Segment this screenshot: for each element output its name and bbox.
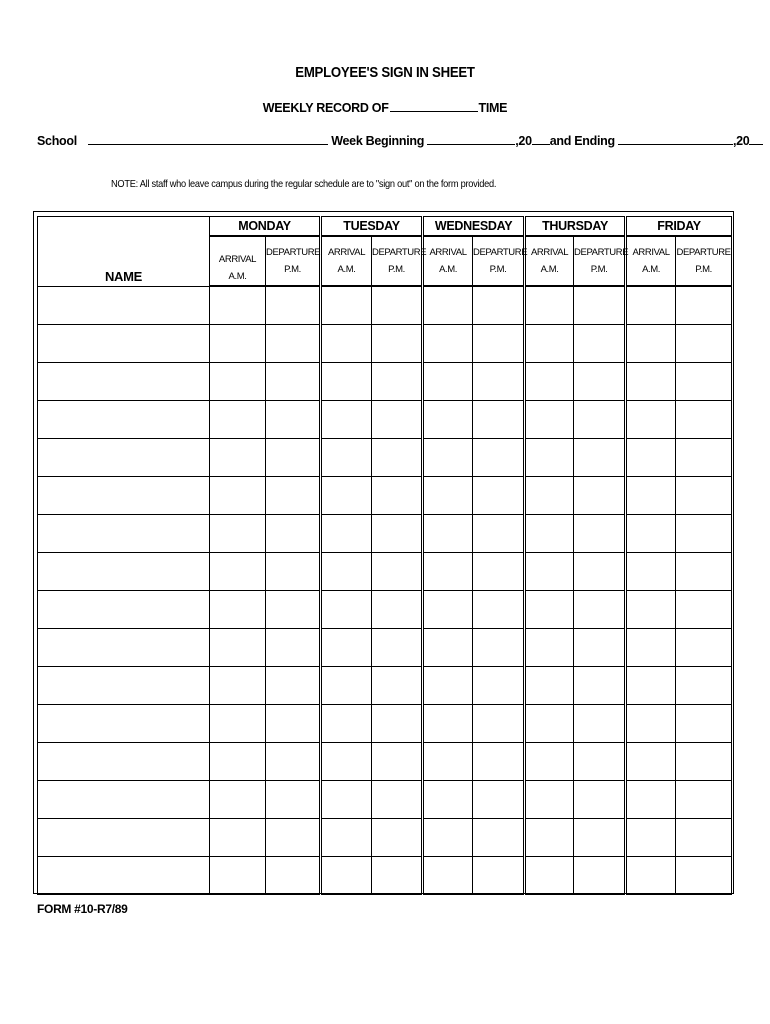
monday-arrival-cell[interactable] xyxy=(210,667,266,705)
wednesday-arrival-header: ARRIVAL A.M. xyxy=(423,236,473,286)
friday-arrival-cell[interactable] xyxy=(626,857,676,895)
friday-arrival-cell[interactable] xyxy=(626,477,676,515)
school-week-line xyxy=(37,133,750,148)
monday-arrival-cell[interactable] xyxy=(210,781,266,819)
thursday-arrival-cell[interactable] xyxy=(525,743,574,781)
note-text: NOTE: All staff who leave campus during the regular schedule are to "sign out" on the form provided. xyxy=(111,178,497,190)
friday-departure-cell[interactable] xyxy=(676,325,732,363)
tuesday-arrival-cell[interactable] xyxy=(321,401,372,439)
friday-departure-header: DEPARTURE P.M. xyxy=(676,236,732,286)
friday-arrival-cell[interactable] xyxy=(626,363,676,401)
wednesday-departure-cell[interactable] xyxy=(473,743,525,781)
wednesday-arrival-cell[interactable] xyxy=(423,477,473,515)
thursday-arrival-cell[interactable] xyxy=(525,857,574,895)
friday-departure-cell[interactable] xyxy=(676,401,732,439)
monday-arrival-cell[interactable] xyxy=(210,363,266,401)
monday-arrival-cell[interactable] xyxy=(210,743,266,781)
tuesday-departure-cell[interactable] xyxy=(372,553,423,591)
thursday-departure-cell[interactable] xyxy=(574,286,626,325)
wednesday-departure-cell[interactable] xyxy=(473,363,525,401)
thursday-departure-cell[interactable] xyxy=(574,743,626,781)
wednesday-arrival-cell[interactable] xyxy=(423,781,473,819)
name-cell[interactable] xyxy=(38,819,210,857)
monday-arrival-cell[interactable] xyxy=(210,439,266,477)
friday-arrival-cell[interactable] xyxy=(626,439,676,477)
tuesday-arrival-cell[interactable] xyxy=(321,286,372,325)
monday-arrival-cell[interactable] xyxy=(210,401,266,439)
weekly-record-field[interactable] xyxy=(390,100,478,112)
name-cell[interactable] xyxy=(38,553,210,591)
thursday-arrival-cell[interactable] xyxy=(525,325,574,363)
monday-arrival-cell[interactable] xyxy=(210,553,266,591)
tuesday-arrival-cell[interactable] xyxy=(321,705,372,743)
ending-field[interactable] xyxy=(618,133,733,145)
wednesday-departure-cell[interactable] xyxy=(473,401,525,439)
thursday-departure-cell[interactable] xyxy=(574,667,626,705)
wednesday-arrival-cell[interactable] xyxy=(423,629,473,667)
thursday-arrival-cell[interactable] xyxy=(525,439,574,477)
monday-departure-cell[interactable] xyxy=(266,477,321,515)
tuesday-departure-cell[interactable] xyxy=(372,363,423,401)
tuesday-departure-cell[interactable] xyxy=(372,781,423,819)
week-beginning-field[interactable] xyxy=(427,133,515,145)
friday-arrival-header: ARRIVAL A.M. xyxy=(626,236,676,286)
name-cell[interactable] xyxy=(38,743,210,781)
school-field[interactable] xyxy=(88,133,328,145)
tuesday-departure-cell[interactable] xyxy=(372,439,423,477)
wednesday-departure-cell[interactable] xyxy=(473,515,525,553)
wednesday-arrival-cell[interactable] xyxy=(423,401,473,439)
tuesday-arrival-cell[interactable] xyxy=(321,591,372,629)
friday-departure-cell[interactable] xyxy=(676,591,732,629)
tuesday-departure-cell[interactable] xyxy=(372,477,423,515)
friday-departure-cell[interactable] xyxy=(676,439,732,477)
wednesday-departure-cell[interactable] xyxy=(473,629,525,667)
day-header-monday: MONDAY xyxy=(210,217,321,237)
friday-departure-cell[interactable] xyxy=(676,857,732,895)
thursday-arrival-cell[interactable] xyxy=(525,705,574,743)
thursday-arrival-cell[interactable] xyxy=(525,363,574,401)
table-row xyxy=(38,553,732,591)
tuesday-arrival-cell[interactable] xyxy=(321,477,372,515)
monday-departure-cell[interactable] xyxy=(266,819,321,857)
wednesday-departure-cell[interactable] xyxy=(473,857,525,895)
friday-departure-cell[interactable] xyxy=(676,743,732,781)
wednesday-arrival-cell[interactable] xyxy=(423,515,473,553)
table-row xyxy=(38,401,732,439)
name-cell[interactable] xyxy=(38,705,210,743)
thursday-departure-cell[interactable] xyxy=(574,439,626,477)
thursday-arrival-cell[interactable] xyxy=(525,781,574,819)
monday-departure-cell[interactable] xyxy=(266,781,321,819)
table-row xyxy=(38,477,732,515)
wednesday-arrival-cell[interactable] xyxy=(423,743,473,781)
school-label: School xyxy=(37,134,77,148)
day-header-thursday: THURSDAY xyxy=(525,217,626,237)
tuesday-arrival-cell[interactable] xyxy=(321,439,372,477)
name-cell[interactable] xyxy=(38,629,210,667)
table-row xyxy=(38,515,732,553)
monday-departure-cell[interactable] xyxy=(266,857,321,895)
table-row xyxy=(38,363,732,401)
tuesday-departure-cell[interactable] xyxy=(372,515,423,553)
table-row xyxy=(38,439,732,477)
thursday-arrival-cell[interactable] xyxy=(525,591,574,629)
name-cell[interactable] xyxy=(38,363,210,401)
friday-arrival-cell[interactable] xyxy=(626,286,676,325)
name-cell[interactable] xyxy=(38,591,210,629)
weekly-record-line xyxy=(0,100,770,115)
monday-departure-cell[interactable] xyxy=(266,325,321,363)
thursday-departure-cell[interactable] xyxy=(574,705,626,743)
name-cell[interactable] xyxy=(38,667,210,705)
wednesday-departure-cell[interactable] xyxy=(473,325,525,363)
thursday-departure-cell[interactable] xyxy=(574,363,626,401)
tuesday-arrival-cell[interactable] xyxy=(321,553,372,591)
friday-departure-cell[interactable] xyxy=(676,629,732,667)
friday-arrival-cell[interactable] xyxy=(626,819,676,857)
table-row xyxy=(38,705,732,743)
tuesday-departure-cell[interactable] xyxy=(372,286,423,325)
table-row xyxy=(38,629,732,667)
friday-arrival-cell[interactable] xyxy=(626,743,676,781)
wednesday-departure-cell[interactable] xyxy=(473,553,525,591)
monday-arrival-cell[interactable] xyxy=(210,477,266,515)
wednesday-departure-cell[interactable] xyxy=(473,819,525,857)
and-ending-label: and Ending xyxy=(549,134,615,148)
tuesday-departure-cell[interactable] xyxy=(372,401,423,439)
friday-departure-cell[interactable] xyxy=(676,363,732,401)
day-header-friday: FRIDAY xyxy=(626,217,732,237)
time-label: TIME xyxy=(478,101,508,115)
tuesday-arrival-cell[interactable] xyxy=(321,819,372,857)
monday-departure-cell[interactable] xyxy=(266,439,321,477)
name-cell[interactable] xyxy=(38,325,210,363)
tuesday-arrival-cell[interactable] xyxy=(321,515,372,553)
monday-departure-cell[interactable] xyxy=(266,515,321,553)
tuesday-departure-cell[interactable] xyxy=(372,857,423,895)
wednesday-arrival-cell[interactable] xyxy=(423,553,473,591)
thursday-departure-cell[interactable] xyxy=(574,477,626,515)
sign-in-table xyxy=(37,216,732,895)
tuesday-departure-cell[interactable] xyxy=(372,819,423,857)
thursday-arrival-header: ARRIVAL A.M. xyxy=(525,236,574,286)
monday-departure-cell[interactable] xyxy=(266,553,321,591)
table-row xyxy=(38,591,732,629)
thursday-arrival-cell[interactable] xyxy=(525,553,574,591)
wednesday-departure-cell[interactable] xyxy=(473,667,525,705)
friday-arrival-cell[interactable] xyxy=(626,401,676,439)
wednesday-departure-cell[interactable] xyxy=(473,439,525,477)
sheet-title: EMPLOYEE'S SIGN IN SHEET xyxy=(295,64,475,81)
monday-arrival-cell[interactable] xyxy=(210,591,266,629)
tuesday-arrival-header: ARRIVAL A.M. xyxy=(321,236,372,286)
sign-in-rows xyxy=(38,286,732,895)
friday-arrival-cell[interactable] xyxy=(626,325,676,363)
friday-arrival-cell[interactable] xyxy=(626,591,676,629)
monday-arrival-header: ARRIVAL A.M. xyxy=(210,236,266,286)
monday-departure-cell[interactable] xyxy=(266,286,321,325)
monday-departure-cell[interactable] xyxy=(266,401,321,439)
monday-departure-header: DEPARTURE P.M. xyxy=(266,236,321,286)
friday-departure-cell[interactable] xyxy=(676,819,732,857)
tuesday-arrival-cell[interactable] xyxy=(321,363,372,401)
friday-arrival-cell[interactable] xyxy=(626,553,676,591)
monday-departure-cell[interactable] xyxy=(266,363,321,401)
name-cell[interactable] xyxy=(38,286,210,325)
thursday-departure-cell[interactable] xyxy=(574,515,626,553)
year-field-1[interactable] xyxy=(532,133,550,145)
wednesday-arrival-cell[interactable] xyxy=(423,667,473,705)
friday-departure-cell[interactable] xyxy=(676,515,732,553)
friday-arrival-cell[interactable] xyxy=(626,667,676,705)
thursday-arrival-cell[interactable] xyxy=(525,819,574,857)
thursday-arrival-cell[interactable] xyxy=(525,515,574,553)
day-header-wednesday: WEDNESDAY xyxy=(423,217,525,237)
table-row xyxy=(38,667,732,705)
wednesday-arrival-cell[interactable] xyxy=(423,439,473,477)
name-cell[interactable] xyxy=(38,781,210,819)
monday-arrival-cell[interactable] xyxy=(210,857,266,895)
tuesday-arrival-cell[interactable] xyxy=(321,325,372,363)
monday-departure-cell[interactable] xyxy=(266,743,321,781)
thursday-arrival-cell[interactable] xyxy=(525,286,574,325)
monday-arrival-cell[interactable] xyxy=(210,629,266,667)
monday-arrival-cell[interactable] xyxy=(210,325,266,363)
name-header: NAME xyxy=(38,217,210,287)
thursday-arrival-cell[interactable] xyxy=(525,401,574,439)
thursday-departure-cell[interactable] xyxy=(574,401,626,439)
table-row xyxy=(38,819,732,857)
sign-in-table-frame xyxy=(33,211,734,894)
day-header-tuesday: TUESDAY xyxy=(321,217,423,237)
wednesday-arrival-cell[interactable] xyxy=(423,286,473,325)
tuesday-arrival-cell[interactable] xyxy=(321,667,372,705)
name-cell[interactable] xyxy=(38,857,210,895)
tuesday-departure-cell[interactable] xyxy=(372,591,423,629)
wednesday-arrival-cell[interactable] xyxy=(423,591,473,629)
monday-departure-cell[interactable] xyxy=(266,591,321,629)
friday-departure-cell[interactable] xyxy=(676,667,732,705)
name-cell[interactable] xyxy=(38,401,210,439)
friday-arrival-cell[interactable] xyxy=(626,781,676,819)
table-row xyxy=(38,743,732,781)
friday-departure-cell[interactable] xyxy=(676,705,732,743)
wednesday-departure-cell[interactable] xyxy=(473,286,525,325)
friday-departure-cell[interactable] xyxy=(676,553,732,591)
year-field-2[interactable] xyxy=(749,133,763,145)
table-row xyxy=(38,286,732,325)
thursday-departure-cell[interactable] xyxy=(574,819,626,857)
thursday-arrival-cell[interactable] xyxy=(525,629,574,667)
wednesday-departure-cell[interactable] xyxy=(473,591,525,629)
table-row xyxy=(38,325,732,363)
wednesday-arrival-cell[interactable] xyxy=(423,325,473,363)
thursday-departure-cell[interactable] xyxy=(574,629,626,667)
thursday-arrival-cell[interactable] xyxy=(525,477,574,515)
friday-departure-cell[interactable] xyxy=(676,286,732,325)
friday-arrival-cell[interactable] xyxy=(626,515,676,553)
thursday-departure-header: DEPARTURE P.M. xyxy=(574,236,626,286)
monday-arrival-cell[interactable] xyxy=(210,705,266,743)
name-cell[interactable] xyxy=(38,515,210,553)
wednesday-arrival-cell[interactable] xyxy=(423,705,473,743)
wednesday-arrival-cell[interactable] xyxy=(423,857,473,895)
monday-departure-cell[interactable] xyxy=(266,667,321,705)
year-prefix-2: ,20 xyxy=(732,134,750,148)
thursday-arrival-cell[interactable] xyxy=(525,667,574,705)
friday-departure-cell[interactable] xyxy=(676,781,732,819)
tuesday-departure-cell[interactable] xyxy=(372,705,423,743)
name-cell[interactable] xyxy=(38,439,210,477)
monday-arrival-cell[interactable] xyxy=(210,515,266,553)
wednesday-arrival-cell[interactable] xyxy=(423,819,473,857)
thursday-departure-cell[interactable] xyxy=(574,857,626,895)
thursday-departure-cell[interactable] xyxy=(574,781,626,819)
thursday-departure-cell[interactable] xyxy=(574,325,626,363)
friday-arrival-cell[interactable] xyxy=(626,705,676,743)
tuesday-departure-cell[interactable] xyxy=(372,743,423,781)
friday-departure-cell[interactable] xyxy=(676,477,732,515)
name-cell[interactable] xyxy=(38,477,210,515)
monday-arrival-cell[interactable] xyxy=(210,286,266,325)
wednesday-arrival-cell[interactable] xyxy=(423,363,473,401)
wednesday-departure-header: DEPARTURE P.M. xyxy=(473,236,525,286)
tuesday-departure-header: DEPARTURE P.M. xyxy=(372,236,423,286)
wednesday-departure-cell[interactable] xyxy=(473,477,525,515)
form-number: FORM #10-R7/89 xyxy=(37,902,128,916)
tuesday-departure-cell[interactable] xyxy=(372,325,423,363)
friday-arrival-cell[interactable] xyxy=(626,629,676,667)
tuesday-arrival-cell[interactable] xyxy=(321,629,372,667)
wednesday-departure-cell[interactable] xyxy=(473,705,525,743)
monday-arrival-cell[interactable] xyxy=(210,819,266,857)
tuesday-arrival-cell[interactable] xyxy=(321,743,372,781)
monday-departure-cell[interactable] xyxy=(266,705,321,743)
year-prefix-1: ,20 xyxy=(515,134,532,148)
thursday-departure-cell[interactable] xyxy=(574,553,626,591)
table-row xyxy=(38,781,732,819)
week-beginning-label: Week Beginning xyxy=(331,134,425,148)
monday-departure-cell[interactable] xyxy=(266,629,321,667)
wednesday-departure-cell[interactable] xyxy=(473,781,525,819)
tuesday-departure-cell[interactable] xyxy=(372,667,423,705)
tuesday-arrival-cell[interactable] xyxy=(321,781,372,819)
tuesday-arrival-cell[interactable] xyxy=(321,857,372,895)
tuesday-departure-cell[interactable] xyxy=(372,629,423,667)
thursday-departure-cell[interactable] xyxy=(574,591,626,629)
weekly-record-label: WEEKLY RECORD OF xyxy=(262,101,389,115)
table-row xyxy=(38,857,732,895)
